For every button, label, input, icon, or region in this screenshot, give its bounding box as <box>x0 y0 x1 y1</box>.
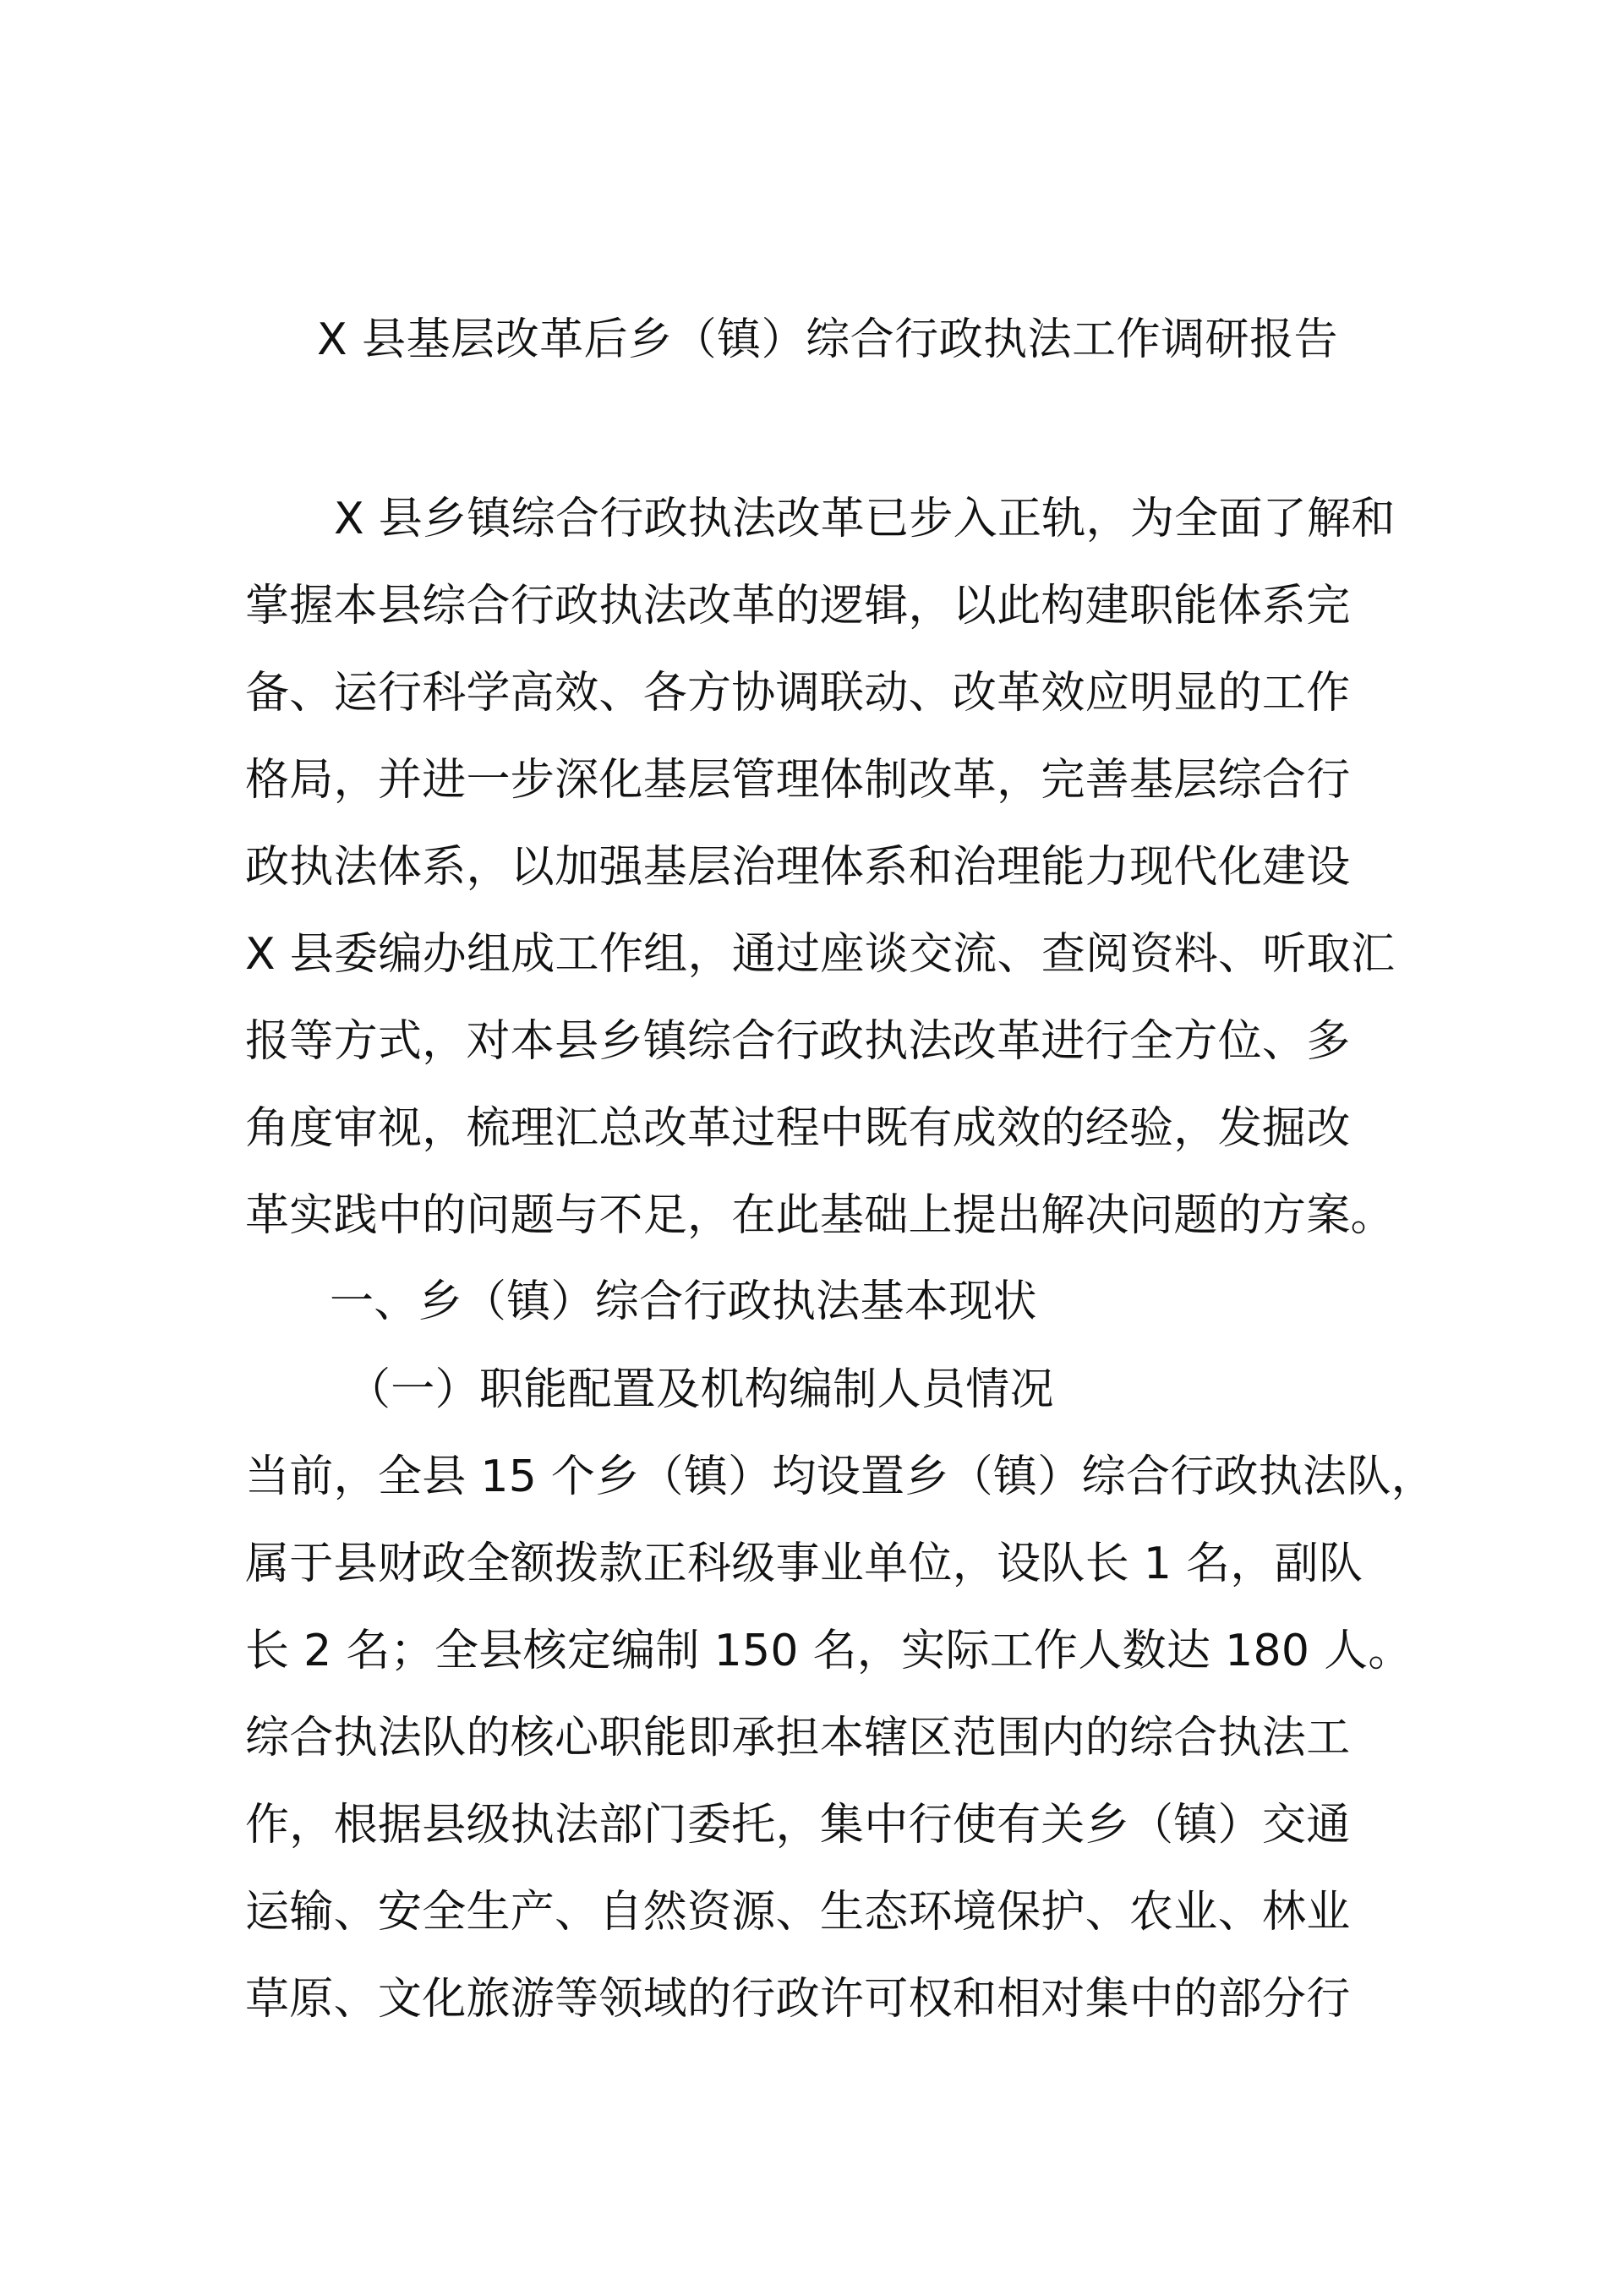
intro-line-2: 掌握本县综合行政执法改革的逻辑，以此构建职能体系完 <box>245 581 1351 631</box>
subsection-heading: （一）职能配置及机构编制人员情况 <box>347 1364 1054 1415</box>
intro-line-7: 报等方式，对本县乡镇综合行政执法改革进行全方位、多 <box>245 1016 1351 1067</box>
intro-line-5: 政执法体系，以加强基层治理体系和治理能力现代化建设 <box>245 842 1351 893</box>
body-line-3: 长 2 名；全县核定编制 150 名，实际工作人数达 180 人。 <box>245 1626 1413 1676</box>
section-heading: 一、乡（镇）综合行政执法基本现状 <box>330 1276 1037 1327</box>
intro-line-6: X 县委编办组成工作组，通过座谈交流、查阅资料、听取汇 <box>245 929 1396 980</box>
report-title: X 县基层改革后乡（镇）综合行政执法工作调研报告 <box>317 314 1339 365</box>
body-line-5: 作，根据县级执法部门委托，集中行使有关乡（镇）交通 <box>245 1800 1351 1850</box>
body-line-2: 属于县财政全额拨款正科级事业单位，设队长 1 名，副队 <box>245 1539 1363 1589</box>
body-line-1: 当前，全县 15 个乡（镇）均设置乡（镇）综合行政执法队， <box>245 1451 1435 1502</box>
body-line-4: 综合执法队的核心职能即承担本辖区范围内的综合执法工 <box>245 1713 1351 1763</box>
intro-line-9: 革实践中的问题与不足，在此基础上提出解决问题的方案。 <box>245 1190 1395 1241</box>
intro-line-8: 角度审视，梳理汇总改革过程中既有成效的经验，发掘改 <box>245 1103 1351 1154</box>
intro-line-4: 格局，并进一步深化基层管理体制改革，完善基层综合行 <box>245 755 1351 806</box>
intro-line-1: X 县乡镇综合行政执法改革已步入正轨，为全面了解和 <box>334 494 1396 544</box>
body-line-6: 运输、安全生产、自然资源、生态环境保护、农业、林业 <box>245 1887 1351 1938</box>
body-line-7: 草原、文化旅游等领域的行政许可权和相对集中的部分行 <box>245 1974 1351 2025</box>
intro-line-3: 备、运行科学高效、各方协调联动、改革效应明显的工作 <box>245 668 1351 719</box>
